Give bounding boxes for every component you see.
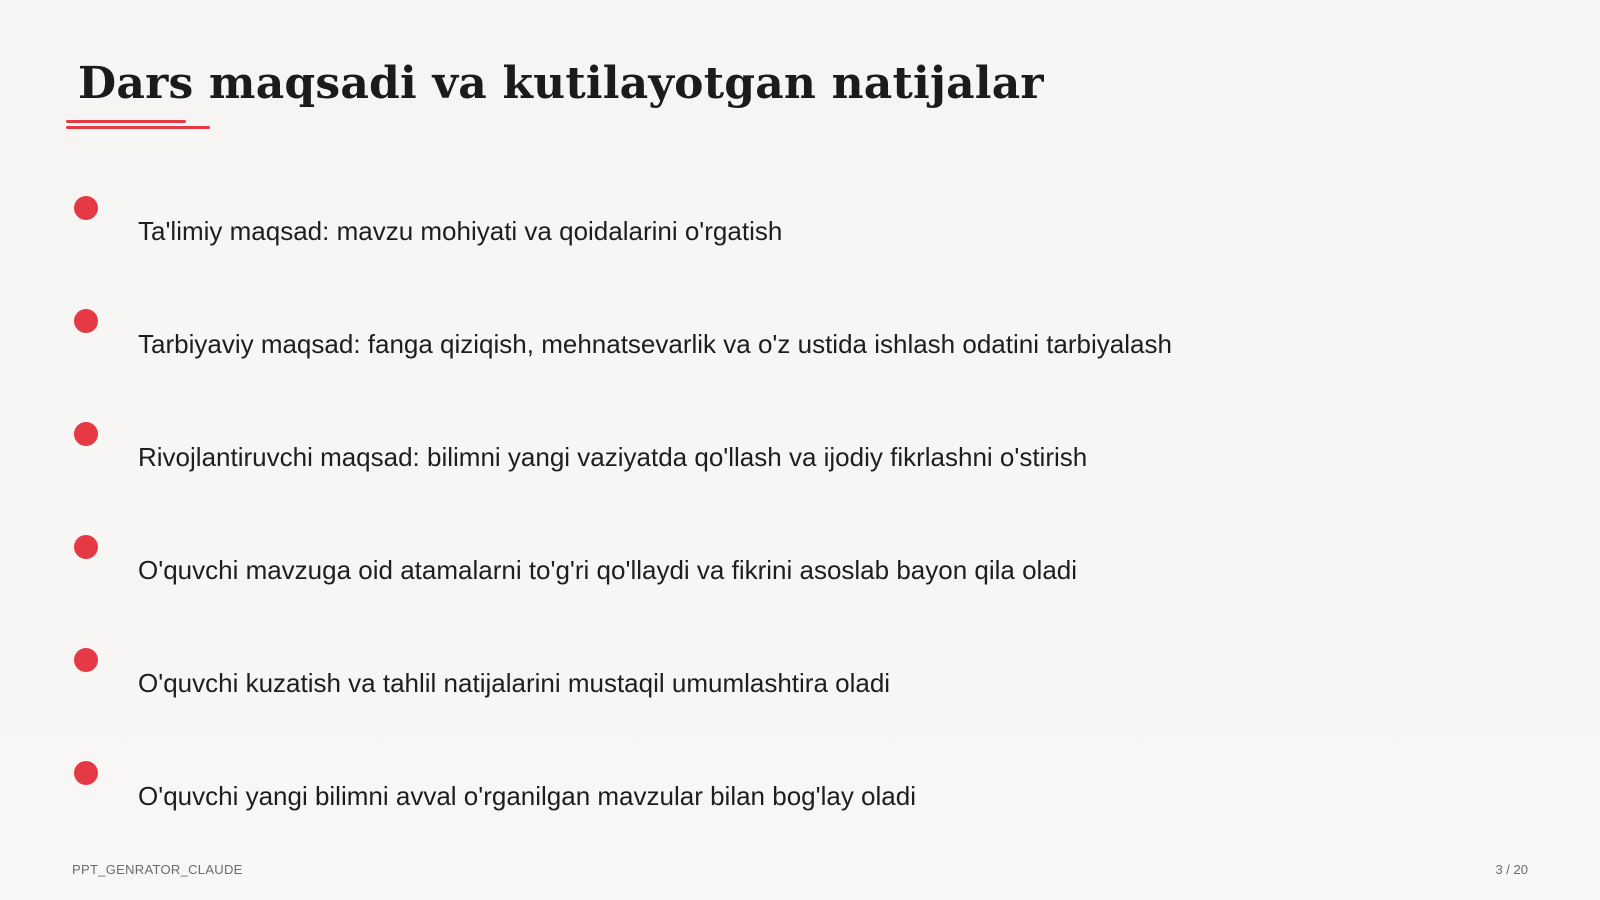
underline-bar-top: [66, 120, 186, 123]
list-item: [0, 190, 1600, 303]
list-item-text: O'quvchi mavzuga oid atamalarni to'g'ri qo'llaydi va fikrini asoslab bayon qila oladi: [138, 555, 1078, 585]
list-item-text: Rivojlantiruvchi maqsad: bilimni yangi vaziyatda qo'llash va ijodiy fikrlashni o'stirish: [138, 442, 1088, 472]
bullet-dot-icon: [74, 761, 98, 785]
bullet-dot-icon: [74, 422, 98, 446]
list-item-text: Ta'limiy maqsad: mavzu mohiyati va qoidalarini o'rgatish: [138, 216, 783, 246]
page-indicator: 3 / 20: [1495, 862, 1528, 877]
bullet-dot-icon: [74, 196, 98, 220]
list-item-text: O'quvchi yangi bilimni avval o'rganilgan mavzular bilan bog'lay oladi: [138, 781, 916, 811]
footer-brand: PPT_GENRATOR_CLAUDE: [72, 862, 243, 877]
list-item: [0, 755, 1600, 868]
bullet-dot-icon: [74, 309, 98, 333]
list-item: [0, 529, 1600, 642]
title-underline: [66, 120, 210, 132]
list-item-text: Tarbiyaviy maqsad: fanga qiziqish, mehnatsevarlik va o'z ustida ishlash odatini tarbiyalash: [138, 329, 1172, 359]
list-item: [0, 303, 1600, 416]
bullet-dot-icon: [74, 535, 98, 559]
underline-bar-bottom: [66, 126, 210, 129]
list-item-text: O'quvchi kuzatish va tahlil natijalarini mustaqil umumlashtira oladi: [138, 668, 891, 698]
list-item: [0, 416, 1600, 529]
bullet-dot-icon: [74, 648, 98, 672]
objectives-list: [0, 190, 1600, 868]
slide-title: Dars maqsadi va kutilayotgan natijalar: [78, 58, 1044, 109]
list-item: [0, 642, 1600, 755]
